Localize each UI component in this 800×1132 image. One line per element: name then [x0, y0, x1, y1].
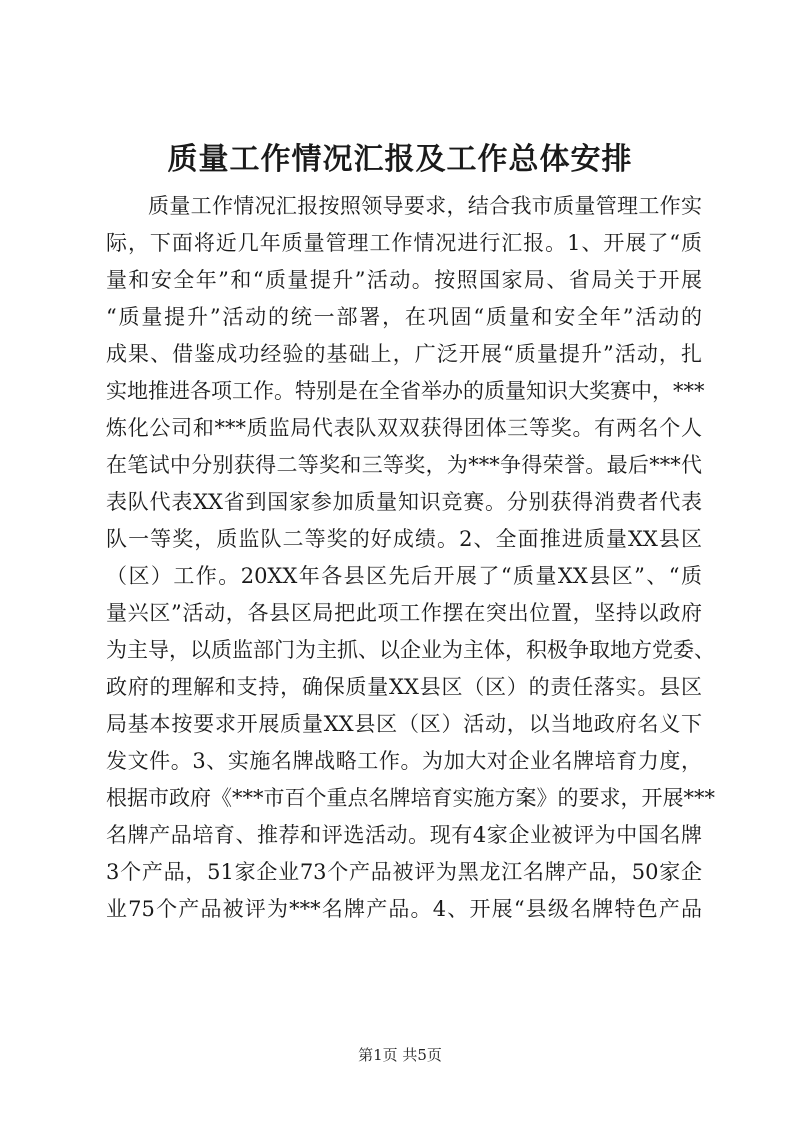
text-line: 质量工作情况汇报按照领导要求，结合我市质量管理工作实 — [148, 194, 702, 218]
text-line: “质量提升”活动的统一部署，在巩固“质量和安全年”活动的 — [106, 305, 702, 329]
document-body — [106, 188, 715, 928]
page-number-footer: 第1页 共5页 — [358, 1046, 442, 1064]
text-line: 炼化公司和***质监局代表队双双获得团体三等奖。有两名个人 — [106, 416, 702, 440]
text-line: 为主导，以质监部门为主抓、以企业为主体，积极争取地方党委、 — [106, 638, 715, 662]
text-line: 业75个产品被评为***名牌产品。4、开展“县级名牌特色产品 — [106, 897, 702, 921]
text-line: 名牌产品培育、推荐和评选活动。现有4家企业被评为中国名牌 — [106, 823, 702, 847]
text-line: 成果、借鉴成功经验的基础上，广泛开展“质量提升”活动，扎 — [106, 342, 702, 366]
text-line: 发文件。3、实施名牌战略工作。为加大对企业名牌培育力度， — [106, 749, 702, 773]
text-line: 队一等奖，质监队二等奖的好成绩。2、全面推进质量XX县区 — [106, 527, 702, 551]
text-line: 际，下面将近几年质量管理工作情况进行汇报。1、开展了“质 — [106, 231, 702, 255]
text-line: 局基本按要求开展质量XX县区（区）活动，以当地政府名义下 — [106, 712, 702, 736]
text-line: 根据市政府《***市百个重点名牌培育实施方案》的要求，开展*** — [106, 786, 715, 810]
text-line: 在笔试中分别获得二等奖和三等奖，为***争得荣誉。最后***代 — [106, 453, 702, 477]
text-line: 实地推进各项工作。特别是在全省举办的质量知识大奖赛中，*** — [106, 379, 705, 403]
text-line: 量和安全年”和“质量提升”活动。按照国家局、省局关于开展 — [106, 268, 702, 292]
text-line: 量兴区”活动，各县区局把此项工作摆在突出位置，坚持以政府 — [106, 601, 702, 625]
text-line: 政府的理解和支持，确保质量XX县区（区）的责任落实。县区 — [106, 675, 702, 699]
text-line: （区）工作。20XX年各县区先后开展了“质量XX县区”、“质 — [106, 564, 702, 588]
text-line: 表队代表XX省到国家参加质量知识竞赛。分别获得消费者代表 — [106, 490, 702, 514]
document-title: 质量工作情况汇报及工作总体安排 — [167, 142, 633, 177]
text-line: 3个产品，51家企业73个产品被评为黑龙江名牌产品，50家企 — [106, 860, 702, 884]
